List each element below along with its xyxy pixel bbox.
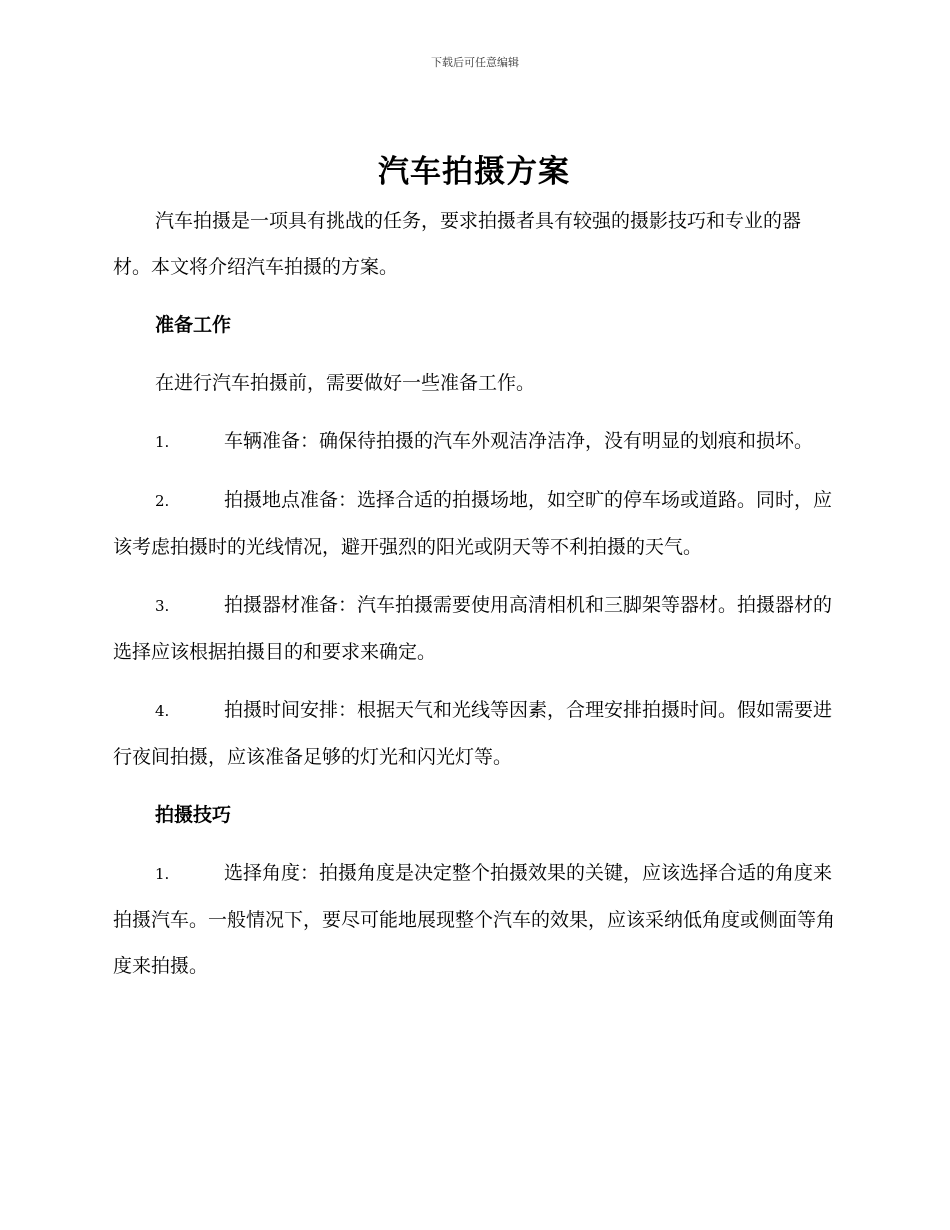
header-note: 下载后可任意编辑	[431, 56, 519, 69]
list-item	[113, 582, 835, 675]
list-number: 4.	[155, 702, 170, 720]
document-title: 汽车拍摄方案	[378, 154, 570, 190]
intro-paragraph: 汽车拍摄是一项具有挑战的任务，要求拍摄者具有较强的摄影技巧和专业的器材。本文将介绍汽车拍摄的方案。	[113, 210, 802, 278]
document-body	[113, 150, 835, 989]
list-number: 1.	[155, 433, 170, 451]
section-heading-preparation: 准备工作	[155, 314, 232, 336]
list-item-text: 车辆准备：确保待拍摄的汽车外观洁净洁净，没有明显的划痕和损坏。	[224, 430, 814, 452]
list-number: 3.	[155, 597, 170, 615]
list-item-text: 选择角度：拍摄角度是决定整个拍摄效果的关键，应该选择合适的角度来拍摄汽车。一般情况下，要尽可能地展现整个汽车的效果，应该采纳低角度或侧面等角度来拍摄。	[113, 862, 836, 977]
section-heading-techniques: 拍摄技巧	[155, 804, 232, 826]
preparation-lead: 在进行汽车拍摄前，需要做好一些准备工作。	[155, 372, 536, 394]
list-number: 2.	[155, 492, 170, 510]
list-item-text: 拍摄时间安排：根据天气和光线等因素，合理安排拍摄时间。假如需要进行夜间拍摄，应该准备足够的灯光和闪光灯等。	[113, 699, 833, 768]
list-item	[113, 418, 835, 465]
list-item	[113, 850, 835, 989]
list-item-text: 拍摄器材准备：汽车拍摄需要使用高清相机和三脚架等器材。拍摄器材的选择应该根据拍摄目的和要求来确定。	[113, 594, 833, 663]
list-number: 1.	[155, 865, 170, 883]
list-item-text: 拍摄地点准备：选择合适的拍摄场地，如空旷的停车场或道路。同时，应该考虑拍摄时的光线情况，避开强烈的阳光或阴天等不利拍摄的天气。	[113, 489, 833, 558]
list-item	[113, 477, 835, 570]
list-item	[113, 687, 835, 780]
